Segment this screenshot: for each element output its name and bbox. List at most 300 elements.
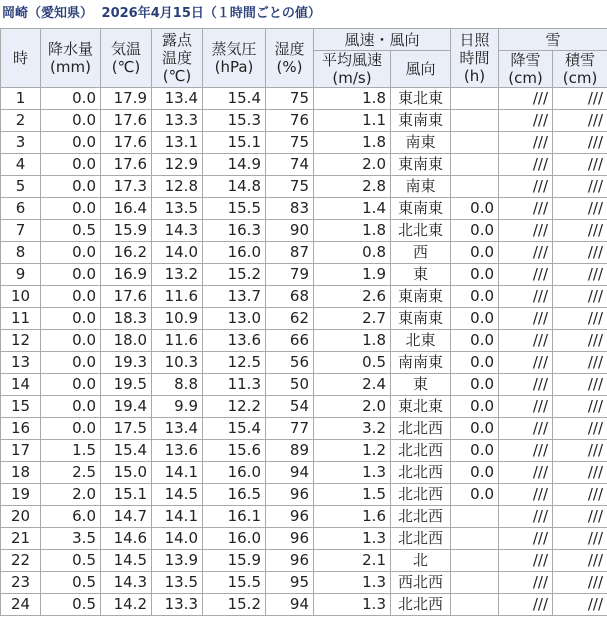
hour-cell: 12 xyxy=(1,330,41,352)
snowdepth-cell: /// xyxy=(553,374,607,396)
snowdepth-cell: /// xyxy=(553,110,607,132)
sun-cell: 0.0 xyxy=(451,418,499,440)
snowfall-cell: /// xyxy=(499,88,553,110)
dew-cell: 13.6 xyxy=(152,440,203,462)
table-row xyxy=(1,242,607,264)
table-body xyxy=(1,88,607,616)
humidity-cell: 96 xyxy=(266,528,314,550)
vapor-cell: 15.4 xyxy=(203,418,266,440)
vapor-cell: 13.6 xyxy=(203,330,266,352)
humidity-cell: 68 xyxy=(266,286,314,308)
temp-cell: 14.6 xyxy=(101,528,152,550)
vapor-cell: 12.2 xyxy=(203,396,266,418)
temp-cell: 17.6 xyxy=(101,286,152,308)
dew-cell: 11.6 xyxy=(152,330,203,352)
snowfall-cell: /// xyxy=(499,242,553,264)
sun-cell: 0.0 xyxy=(451,396,499,418)
wind-speed-cell: 1.4 xyxy=(314,198,391,220)
sun-cell: 0.0 xyxy=(451,308,499,330)
vapor-cell: 14.8 xyxy=(203,176,266,198)
location-title: 岡崎（愛知県） xyxy=(2,6,94,21)
wind-dir-cell: 東南東 xyxy=(391,110,451,132)
wind-speed-cell: 1.3 xyxy=(314,528,391,550)
dew-cell: 14.1 xyxy=(152,506,203,528)
header-sun: 日照 時間 (h) xyxy=(451,29,499,88)
hour-cell: 21 xyxy=(1,528,41,550)
dew-cell: 14.0 xyxy=(152,242,203,264)
wind-speed-cell: 1.9 xyxy=(314,264,391,286)
temp-cell: 18.3 xyxy=(101,308,152,330)
sun-cell: 0.0 xyxy=(451,242,499,264)
table-header xyxy=(1,29,607,88)
header-snow: 雪 xyxy=(499,29,607,51)
humidity-cell: 56 xyxy=(266,352,314,374)
sun-cell: 0.0 xyxy=(451,286,499,308)
sun-cell xyxy=(451,154,499,176)
dew-cell: 12.9 xyxy=(152,154,203,176)
sun-cell: 0.0 xyxy=(451,484,499,506)
dew-cell: 13.2 xyxy=(152,264,203,286)
table-row xyxy=(1,132,607,154)
header-wind: 風速・風向 xyxy=(314,29,451,51)
snowfall-cell: /// xyxy=(499,198,553,220)
snowdepth-cell: /// xyxy=(553,396,607,418)
dew-cell: 11.6 xyxy=(152,286,203,308)
table-row xyxy=(1,418,607,440)
vapor-cell: 16.1 xyxy=(203,506,266,528)
wind-dir-cell: 東南東 xyxy=(391,308,451,330)
temp-cell: 18.0 xyxy=(101,330,152,352)
vapor-cell: 15.2 xyxy=(203,264,266,286)
snowfall-cell: /// xyxy=(499,132,553,154)
table-row xyxy=(1,550,607,572)
wind-dir-cell: 東北東 xyxy=(391,88,451,110)
table-row xyxy=(1,198,607,220)
dew-cell: 13.1 xyxy=(152,132,203,154)
snowfall-cell: /// xyxy=(499,418,553,440)
humidity-cell: 95 xyxy=(266,572,314,594)
snowdepth-cell: /// xyxy=(553,462,607,484)
temp-cell: 17.6 xyxy=(101,132,152,154)
snowfall-cell: /// xyxy=(499,374,553,396)
date-title: 2026年4月15日（１時間ごとの値） xyxy=(101,6,321,21)
temp-cell: 15.0 xyxy=(101,462,152,484)
snowfall-cell: /// xyxy=(499,396,553,418)
dew-cell: 14.0 xyxy=(152,528,203,550)
wind-dir-cell: 北北西 xyxy=(391,484,451,506)
sun-cell xyxy=(451,550,499,572)
header-wind-dir: 風向 xyxy=(391,51,451,88)
humidity-cell: 75 xyxy=(266,132,314,154)
snowdepth-cell: /// xyxy=(553,242,607,264)
precip-cell: 0.0 xyxy=(41,286,101,308)
wind-dir-cell: 北北西 xyxy=(391,594,451,616)
vapor-cell: 16.0 xyxy=(203,462,266,484)
humidity-cell: 94 xyxy=(266,462,314,484)
table-row xyxy=(1,286,607,308)
wind-dir-cell: 北北西 xyxy=(391,528,451,550)
temp-cell: 17.6 xyxy=(101,110,152,132)
snowdepth-cell: /// xyxy=(553,176,607,198)
dew-cell: 13.5 xyxy=(152,572,203,594)
precip-cell: 0.0 xyxy=(41,330,101,352)
precip-cell: 0.5 xyxy=(41,572,101,594)
snowdepth-cell: /// xyxy=(553,418,607,440)
dew-cell: 13.3 xyxy=(152,594,203,616)
wind-speed-cell: 1.5 xyxy=(314,484,391,506)
wind-speed-cell: 0.8 xyxy=(314,242,391,264)
precip-cell: 6.0 xyxy=(41,506,101,528)
humidity-cell: 89 xyxy=(266,440,314,462)
wind-speed-cell: 1.1 xyxy=(314,110,391,132)
hour-cell: 15 xyxy=(1,396,41,418)
wind-speed-cell: 1.8 xyxy=(314,330,391,352)
table-row xyxy=(1,484,607,506)
wind-speed-cell: 1.8 xyxy=(314,132,391,154)
precip-cell: 0.0 xyxy=(41,264,101,286)
snowfall-cell: /// xyxy=(499,352,553,374)
wind-speed-cell: 2.4 xyxy=(314,374,391,396)
wind-speed-cell: 2.0 xyxy=(314,154,391,176)
temp-cell: 19.4 xyxy=(101,396,152,418)
temp-cell: 16.2 xyxy=(101,242,152,264)
vapor-cell: 15.2 xyxy=(203,594,266,616)
wind-speed-cell: 2.6 xyxy=(314,286,391,308)
wind-dir-cell: 東 xyxy=(391,264,451,286)
sun-cell: 0.0 xyxy=(451,462,499,484)
snowdepth-cell: /// xyxy=(553,308,607,330)
precip-cell: 0.0 xyxy=(41,198,101,220)
sun-cell xyxy=(451,506,499,528)
sun-cell xyxy=(451,88,499,110)
hour-cell: 23 xyxy=(1,572,41,594)
table-row xyxy=(1,374,607,396)
precip-cell: 0.5 xyxy=(41,220,101,242)
temp-cell: 16.9 xyxy=(101,264,152,286)
snowdepth-cell: /// xyxy=(553,154,607,176)
humidity-cell: 87 xyxy=(266,242,314,264)
humidity-cell: 62 xyxy=(266,308,314,330)
table-row xyxy=(1,352,607,374)
humidity-cell: 96 xyxy=(266,506,314,528)
snowfall-cell: /// xyxy=(499,220,553,242)
wind-speed-cell: 2.7 xyxy=(314,308,391,330)
sun-cell: 0.0 xyxy=(451,374,499,396)
temp-cell: 17.5 xyxy=(101,418,152,440)
snowfall-cell: /// xyxy=(499,484,553,506)
humidity-cell: 66 xyxy=(266,330,314,352)
table-row xyxy=(1,308,607,330)
temp-cell: 17.3 xyxy=(101,176,152,198)
table-row xyxy=(1,264,607,286)
snowdepth-cell: /// xyxy=(553,198,607,220)
snowdepth-cell: /// xyxy=(553,286,607,308)
hour-cell: 9 xyxy=(1,264,41,286)
temp-cell: 17.9 xyxy=(101,88,152,110)
dew-cell: 10.9 xyxy=(152,308,203,330)
humidity-cell: 54 xyxy=(266,396,314,418)
vapor-cell: 14.9 xyxy=(203,154,266,176)
vapor-cell: 15.6 xyxy=(203,440,266,462)
vapor-cell: 13.7 xyxy=(203,286,266,308)
temp-cell: 19.3 xyxy=(101,352,152,374)
wind-dir-cell: 北東 xyxy=(391,330,451,352)
precip-cell: 0.0 xyxy=(41,88,101,110)
temp-cell: 14.7 xyxy=(101,506,152,528)
snowfall-cell: /// xyxy=(499,528,553,550)
hour-cell: 2 xyxy=(1,110,41,132)
vapor-cell: 16.0 xyxy=(203,528,266,550)
table-row xyxy=(1,154,607,176)
precip-cell: 0.0 xyxy=(41,418,101,440)
header-hour: 時 xyxy=(1,29,41,88)
snowdepth-cell: /// xyxy=(553,132,607,154)
dew-cell: 14.1 xyxy=(152,462,203,484)
wind-dir-cell: 北北西 xyxy=(391,506,451,528)
snowfall-cell: /// xyxy=(499,176,553,198)
snowdepth-cell: /// xyxy=(553,572,607,594)
precip-cell: 0.0 xyxy=(41,308,101,330)
snowdepth-cell: /// xyxy=(553,528,607,550)
precip-cell: 0.0 xyxy=(41,154,101,176)
observation-table xyxy=(0,28,607,616)
precip-cell: 0.5 xyxy=(41,594,101,616)
table-row xyxy=(1,572,607,594)
wind-dir-cell: 東北東 xyxy=(391,396,451,418)
sun-cell: 0.0 xyxy=(451,330,499,352)
hour-cell: 16 xyxy=(1,418,41,440)
sun-cell: 0.0 xyxy=(451,198,499,220)
vapor-cell: 15.5 xyxy=(203,572,266,594)
sun-cell: 0.0 xyxy=(451,264,499,286)
dew-cell: 13.9 xyxy=(152,550,203,572)
humidity-cell: 76 xyxy=(266,110,314,132)
wind-speed-cell: 0.5 xyxy=(314,352,391,374)
hour-cell: 3 xyxy=(1,132,41,154)
wind-speed-cell: 1.6 xyxy=(314,506,391,528)
snowfall-cell: /// xyxy=(499,572,553,594)
table-row xyxy=(1,440,607,462)
table-row xyxy=(1,330,607,352)
hour-cell: 11 xyxy=(1,308,41,330)
wind-dir-cell: 南東 xyxy=(391,132,451,154)
wind-dir-cell: 北北西 xyxy=(391,418,451,440)
temp-cell: 19.5 xyxy=(101,374,152,396)
snowfall-cell: /// xyxy=(499,462,553,484)
humidity-cell: 96 xyxy=(266,484,314,506)
vapor-cell: 11.3 xyxy=(203,374,266,396)
snowfall-cell: /// xyxy=(499,506,553,528)
humidity-cell: 94 xyxy=(266,594,314,616)
sun-cell xyxy=(451,132,499,154)
precip-cell: 2.0 xyxy=(41,484,101,506)
hour-cell: 20 xyxy=(1,506,41,528)
hour-cell: 10 xyxy=(1,286,41,308)
precip-cell: 1.5 xyxy=(41,440,101,462)
header-wind-speed: 平均風速 (m/s) xyxy=(314,51,391,88)
snowdepth-cell: /// xyxy=(553,550,607,572)
table-row xyxy=(1,528,607,550)
wind-dir-cell: 南南東 xyxy=(391,352,451,374)
wind-speed-cell: 1.2 xyxy=(314,440,391,462)
wind-dir-cell: 東南東 xyxy=(391,286,451,308)
header-dew: 露点 温度 (℃) xyxy=(152,29,203,88)
wind-speed-cell: 1.8 xyxy=(314,88,391,110)
temp-cell: 15.9 xyxy=(101,220,152,242)
snowdepth-cell: /// xyxy=(553,352,607,374)
temp-cell: 16.4 xyxy=(101,198,152,220)
hour-cell: 13 xyxy=(1,352,41,374)
header-snowfall: 降雪 (cm) xyxy=(499,51,553,88)
wind-dir-cell: 北北東 xyxy=(391,220,451,242)
wind-dir-cell: 北 xyxy=(391,550,451,572)
vapor-cell: 15.3 xyxy=(203,110,266,132)
humidity-cell: 74 xyxy=(266,154,314,176)
table-row xyxy=(1,88,607,110)
table-row xyxy=(1,220,607,242)
vapor-cell: 15.4 xyxy=(203,88,266,110)
wind-speed-cell: 2.8 xyxy=(314,176,391,198)
vapor-cell: 15.9 xyxy=(203,550,266,572)
snowfall-cell: /// xyxy=(499,264,553,286)
sun-cell xyxy=(451,594,499,616)
dew-cell: 10.3 xyxy=(152,352,203,374)
header-vapor: 蒸気圧 (hPa) xyxy=(203,29,266,88)
humidity-cell: 83 xyxy=(266,198,314,220)
table-row xyxy=(1,594,607,616)
dew-cell: 8.8 xyxy=(152,374,203,396)
wind-dir-cell: 西 xyxy=(391,242,451,264)
precip-cell: 0.0 xyxy=(41,176,101,198)
precip-cell: 0.5 xyxy=(41,550,101,572)
snowfall-cell: /// xyxy=(499,330,553,352)
hour-cell: 8 xyxy=(1,242,41,264)
snowdepth-cell: /// xyxy=(553,330,607,352)
sun-cell xyxy=(451,528,499,550)
vapor-cell: 16.3 xyxy=(203,220,266,242)
wind-dir-cell: 北北西 xyxy=(391,462,451,484)
hour-cell: 5 xyxy=(1,176,41,198)
dew-cell: 9.9 xyxy=(152,396,203,418)
wind-dir-cell: 東南東 xyxy=(391,198,451,220)
temp-cell: 14.2 xyxy=(101,594,152,616)
sun-cell xyxy=(451,572,499,594)
humidity-cell: 77 xyxy=(266,418,314,440)
vapor-cell: 15.1 xyxy=(203,132,266,154)
precip-cell: 0.0 xyxy=(41,242,101,264)
wind-speed-cell: 1.3 xyxy=(314,572,391,594)
temp-cell: 14.3 xyxy=(101,572,152,594)
hour-cell: 24 xyxy=(1,594,41,616)
table-row xyxy=(1,396,607,418)
precip-cell: 0.0 xyxy=(41,396,101,418)
snowdepth-cell: /// xyxy=(553,440,607,462)
humidity-cell: 75 xyxy=(266,176,314,198)
wind-speed-cell: 3.2 xyxy=(314,418,391,440)
precip-cell: 3.5 xyxy=(41,528,101,550)
dew-cell: 13.3 xyxy=(152,110,203,132)
sun-cell: 0.0 xyxy=(451,440,499,462)
hour-cell: 19 xyxy=(1,484,41,506)
dew-cell: 13.5 xyxy=(152,198,203,220)
snowdepth-cell: /// xyxy=(553,220,607,242)
header-temp: 気温 (℃) xyxy=(101,29,152,88)
precip-cell: 0.0 xyxy=(41,374,101,396)
snowfall-cell: /// xyxy=(499,110,553,132)
snowfall-cell: /// xyxy=(499,594,553,616)
humidity-cell: 96 xyxy=(266,550,314,572)
hour-cell: 7 xyxy=(1,220,41,242)
snowfall-cell: /// xyxy=(499,154,553,176)
snowdepth-cell: /// xyxy=(553,88,607,110)
wind-speed-cell: 2.1 xyxy=(314,550,391,572)
hour-cell: 1 xyxy=(1,88,41,110)
temp-cell: 15.4 xyxy=(101,440,152,462)
header-precip: 降水量 (mm) xyxy=(41,29,101,88)
snowfall-cell: /// xyxy=(499,308,553,330)
snowfall-cell: /// xyxy=(499,440,553,462)
table-row xyxy=(1,176,607,198)
page-title xyxy=(0,0,607,28)
snowdepth-cell: /// xyxy=(553,264,607,286)
wind-dir-cell: 西北西 xyxy=(391,572,451,594)
vapor-cell: 12.5 xyxy=(203,352,266,374)
wind-speed-cell: 1.3 xyxy=(314,462,391,484)
dew-cell: 13.4 xyxy=(152,88,203,110)
temp-cell: 17.6 xyxy=(101,154,152,176)
snowfall-cell: /// xyxy=(499,550,553,572)
vapor-cell: 16.0 xyxy=(203,242,266,264)
precip-cell: 2.5 xyxy=(41,462,101,484)
hour-cell: 6 xyxy=(1,198,41,220)
wind-speed-cell: 2.0 xyxy=(314,396,391,418)
dew-cell: 12.8 xyxy=(152,176,203,198)
wind-speed-cell: 1.8 xyxy=(314,220,391,242)
wind-dir-cell: 東南東 xyxy=(391,154,451,176)
vapor-cell: 15.5 xyxy=(203,198,266,220)
wind-dir-cell: 東 xyxy=(391,374,451,396)
humidity-cell: 79 xyxy=(266,264,314,286)
sun-cell: 0.0 xyxy=(451,220,499,242)
hour-cell: 22 xyxy=(1,550,41,572)
humidity-cell: 90 xyxy=(266,220,314,242)
header-humidity: 湿度 (%) xyxy=(266,29,314,88)
header-snowdepth: 積雪 (cm) xyxy=(553,51,607,88)
precip-cell: 0.0 xyxy=(41,132,101,154)
wind-speed-cell: 1.3 xyxy=(314,594,391,616)
wind-dir-cell: 南東 xyxy=(391,176,451,198)
snowdepth-cell: /// xyxy=(553,594,607,616)
precip-cell: 0.0 xyxy=(41,352,101,374)
table-row xyxy=(1,506,607,528)
vapor-cell: 16.5 xyxy=(203,484,266,506)
vapor-cell: 13.0 xyxy=(203,308,266,330)
humidity-cell: 50 xyxy=(266,374,314,396)
humidity-cell: 75 xyxy=(266,88,314,110)
hour-cell: 17 xyxy=(1,440,41,462)
temp-cell: 15.1 xyxy=(101,484,152,506)
snowfall-cell: /// xyxy=(499,286,553,308)
hour-cell: 4 xyxy=(1,154,41,176)
sun-cell xyxy=(451,176,499,198)
wind-dir-cell: 北北西 xyxy=(391,440,451,462)
dew-cell: 13.4 xyxy=(152,418,203,440)
sun-cell xyxy=(451,110,499,132)
table-row xyxy=(1,110,607,132)
temp-cell: 14.5 xyxy=(101,550,152,572)
table-row xyxy=(1,462,607,484)
sun-cell: 0.0 xyxy=(451,352,499,374)
